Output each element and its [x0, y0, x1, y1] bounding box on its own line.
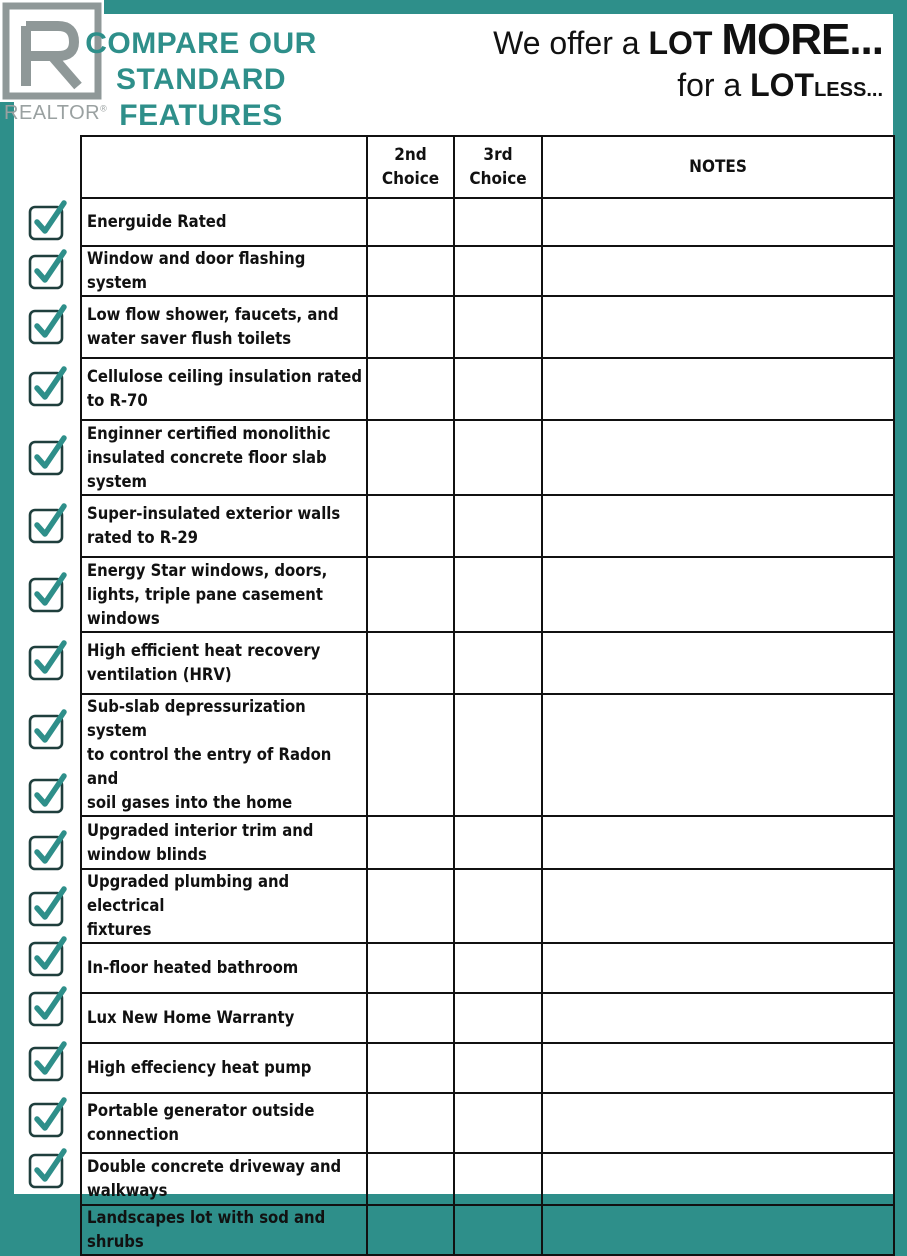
feature-text-line: window blinds: [87, 844, 207, 864]
feature-cell: [81, 1153, 367, 1205]
feature-text-line: connection: [87, 1125, 179, 1144]
checkmark-icon: [28, 1098, 68, 1138]
notes-cell[interactable]: [542, 1043, 894, 1093]
third-choice-cell[interactable]: [454, 198, 542, 246]
header-line: 3rd: [483, 145, 513, 165]
feature-text-line: Upgraded plumbing and electrical: [87, 872, 290, 915]
feature-cell: [81, 632, 367, 694]
feature-text-line: Landscapes lot with sod and: [87, 1208, 326, 1227]
table-row: [81, 557, 894, 632]
feature-cell: [81, 1043, 367, 1093]
feature-text-line: walkways: [87, 1181, 168, 1200]
checkmark-icon: [28, 250, 68, 290]
feature-text-line: shrubs: [87, 1232, 144, 1251]
feature-text-line: Super-insulated exterior walls: [87, 504, 341, 523]
title-line: STANDARD: [115, 63, 287, 96]
notes-cell[interactable]: [542, 869, 894, 943]
feature-cell: [81, 557, 367, 632]
feature-text-line: windows: [87, 608, 160, 628]
page-title: [66, 26, 336, 134]
second-choice-cell[interactable]: [367, 557, 454, 632]
feature-text-line: High effeciency heat pump: [87, 1058, 312, 1077]
second-choice-cell[interactable]: [367, 632, 454, 694]
table-row: [81, 246, 894, 296]
notes-cell[interactable]: [542, 420, 894, 495]
title-line: COMPARE OUR: [85, 27, 317, 60]
notes-cell[interactable]: [542, 993, 894, 1043]
feature-cell: [81, 296, 367, 358]
tagline: [493, 15, 883, 110]
second-choice-cell[interactable]: [367, 495, 454, 557]
feature-cell: [81, 694, 367, 816]
third-choice-cell[interactable]: [454, 246, 542, 296]
notes-cell[interactable]: [542, 358, 894, 420]
feature-cell: [81, 198, 367, 246]
checkmark-icon: [28, 573, 68, 613]
table-row: [81, 1205, 894, 1255]
feature-text-line: to R-70: [87, 391, 148, 410]
feature-cell: [81, 246, 367, 296]
table-row: [81, 1153, 894, 1205]
feature-text-line: ventilation (HRV): [87, 665, 232, 684]
feature-text-line: Enginner certified monolithic: [87, 423, 331, 443]
second-choice-cell[interactable]: [367, 816, 454, 869]
checkmark-icon: [28, 710, 68, 750]
second-choice-cell[interactable]: [367, 246, 454, 296]
notes-cell[interactable]: [542, 296, 894, 358]
feature-text-line: Lux New Home Warranty: [87, 1008, 295, 1027]
second-choice-cell[interactable]: [367, 943, 454, 993]
checkmark-icon: [28, 831, 68, 871]
notes-cell[interactable]: [542, 816, 894, 869]
third-choice-cell[interactable]: [454, 1093, 542, 1153]
third-choice-cell[interactable]: [454, 1043, 542, 1093]
feature-text-line: system: [87, 471, 147, 491]
checkmark-icon: [28, 937, 68, 977]
table-row: [81, 816, 894, 869]
second-choice-cell[interactable]: [367, 198, 454, 246]
feature-text-line: Low flow shower, faucets, and: [87, 305, 339, 324]
tagline-line-1: We offer a LOT MORE...: [493, 15, 883, 64]
notes-cell[interactable]: [542, 1153, 894, 1205]
feature-text-line: fixtures: [87, 920, 152, 939]
table-row: [81, 1093, 894, 1153]
feature-cell: [81, 943, 367, 993]
title-line: FEATURES: [119, 99, 283, 132]
feature-cell: [81, 420, 367, 495]
feature-text-line: Cellulose ceiling insulation rated: [87, 367, 362, 386]
feature-cell: [81, 993, 367, 1043]
third-choice-cell[interactable]: [454, 358, 542, 420]
third-choice-cell[interactable]: [454, 816, 542, 869]
checkmark-icon: [28, 641, 68, 681]
third-choice-cell[interactable]: [454, 869, 542, 943]
third-choice-header: [454, 136, 542, 198]
feature-text-line: insulated concrete floor slab: [87, 447, 327, 467]
feature-text-line: Double concrete driveway and: [87, 1157, 342, 1176]
second-choice-cell[interactable]: [367, 420, 454, 495]
notes-cell[interactable]: [542, 246, 894, 296]
notes-cell[interactable]: [542, 694, 894, 816]
feature-text-line: to control the entry of Radon and: [87, 745, 332, 788]
notes-cell[interactable]: [542, 943, 894, 993]
third-choice-cell[interactable]: [454, 1153, 542, 1205]
third-choice-cell[interactable]: [454, 943, 542, 993]
third-choice-cell[interactable]: [454, 296, 542, 358]
third-choice-cell[interactable]: [454, 694, 542, 816]
features-table: [80, 135, 895, 1256]
table-row: [81, 943, 894, 993]
feature-text-line: rated to R-29: [87, 528, 199, 547]
checkmark-icon: [28, 887, 68, 927]
feature-text-line: In-floor heated bathroom: [87, 958, 299, 977]
third-choice-cell[interactable]: [454, 1205, 542, 1255]
feature-column-header: [81, 136, 367, 198]
feature-cell: [81, 1205, 367, 1255]
notes-cell[interactable]: [542, 198, 894, 246]
header-line: Choice: [381, 169, 440, 189]
checkmark-icon: [28, 305, 68, 345]
third-choice-cell[interactable]: [454, 420, 542, 495]
notes-cell[interactable]: [542, 495, 894, 557]
notes-cell[interactable]: [542, 1093, 894, 1153]
third-choice-cell[interactable]: [454, 632, 542, 694]
feature-cell: [81, 1093, 367, 1153]
second-choice-cell[interactable]: [367, 694, 454, 816]
checkmark-icon: [28, 1149, 68, 1189]
checkmark-icon: [28, 436, 68, 476]
table-row: [81, 869, 894, 943]
table-row: [81, 198, 894, 246]
feature-text-line: Window and door flashing system: [87, 249, 306, 292]
notes-cell[interactable]: [542, 557, 894, 632]
checkmark-icon: [28, 987, 68, 1027]
table-row: [81, 420, 894, 495]
tagline-line-2: for a LOTLESS...: [677, 67, 883, 103]
notes-cell[interactable]: [542, 632, 894, 694]
feature-text-line: Upgraded interior trim and: [87, 820, 314, 840]
second-choice-cell[interactable]: [367, 358, 454, 420]
feature-cell: [81, 869, 367, 943]
second-choice-cell[interactable]: [367, 1093, 454, 1153]
second-choice-cell[interactable]: [367, 1205, 454, 1255]
feature-text-line: Portable generator outside: [87, 1101, 315, 1120]
feature-text-line: water saver flush toilets: [87, 329, 292, 348]
notes-cell[interactable]: [542, 1205, 894, 1255]
feature-cell: [81, 358, 367, 420]
checkmark-icon: [28, 367, 68, 407]
checkmark-icon: [28, 1042, 68, 1082]
checkmark-icon: [28, 774, 68, 814]
realtor-logo-text: REALTOR®: [4, 102, 108, 124]
feature-text-line: High efficient heat recovery: [87, 641, 321, 660]
comparison-sheet: [4, 14, 893, 1251]
table-header-row: [81, 136, 894, 198]
table-row: [81, 694, 894, 816]
feature-text-line: lights, triple pane casement: [87, 584, 323, 604]
checkbox-column: [28, 14, 68, 1194]
table-row: [81, 495, 894, 557]
table-row: [81, 296, 894, 358]
second-choice-cell[interactable]: [367, 296, 454, 358]
feature-text-line: Sub-slab depressurization system: [87, 697, 306, 740]
third-choice-cell[interactable]: [454, 557, 542, 632]
second-choice-cell[interactable]: [367, 1153, 454, 1205]
feature-cell: [81, 816, 367, 869]
feature-text-line: Energuide Rated: [87, 212, 227, 231]
second-choice-cell[interactable]: [367, 869, 454, 943]
checkmark-icon: [28, 504, 68, 544]
feature-text-line: soil gases into the home: [87, 793, 293, 812]
notes-header: NOTES: [542, 136, 894, 198]
table-row: [81, 1043, 894, 1093]
third-choice-cell[interactable]: [454, 495, 542, 557]
table-row: [81, 993, 894, 1043]
second-choice-cell[interactable]: [367, 993, 454, 1043]
checkmark-icon: [28, 201, 68, 241]
header-line: 2nd: [394, 145, 427, 165]
table-row: [81, 358, 894, 420]
feature-text-line: Energy Star windows, doors,: [87, 560, 328, 580]
second-choice-header: [367, 136, 454, 198]
feature-cell: [81, 495, 367, 557]
table-row: [81, 632, 894, 694]
third-choice-cell[interactable]: [454, 993, 542, 1043]
second-choice-cell[interactable]: [367, 1043, 454, 1093]
header-line: Choice: [469, 169, 527, 189]
